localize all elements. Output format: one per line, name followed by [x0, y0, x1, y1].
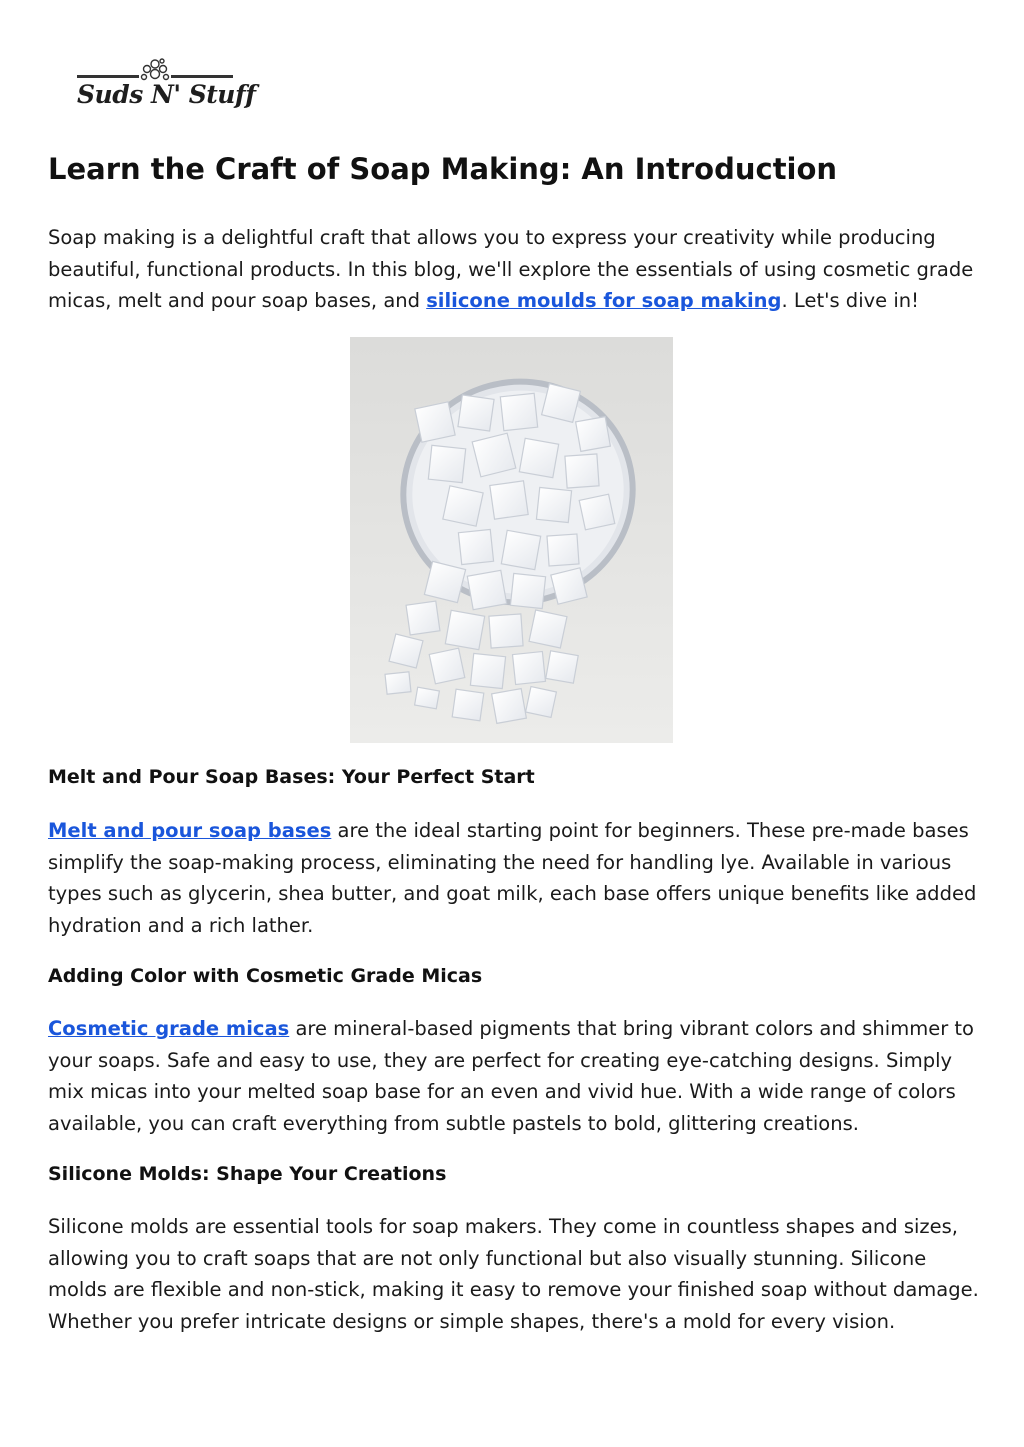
- intro-text-end: . Let's dive in!: [781, 289, 919, 312]
- melt-and-pour-link[interactable]: Melt and pour soap bases: [48, 819, 332, 842]
- intro-text: Soap making is a delightful craft that allows you to express your creativity while producing beautiful, functional products. In this blog, we'll explore the essentials of using cosmetic grade micas, melt and pour soap bases, and: [48, 226, 974, 312]
- soap-cubes-image: [350, 337, 673, 743]
- section-heading-micas: Adding Color with Cosmetic Grade Micas: [48, 965, 483, 987]
- cosmetic-micas-link[interactable]: Cosmetic grade micas: [48, 1017, 290, 1040]
- logo-rule-right: [171, 75, 233, 78]
- section-text-micas: are mineral-based pigments that bring vibrant colors and shimmer to your soaps. Safe and easy to use, they are perfect for creating eye-catching designs. Simply mix micas into your melted soap base for an even and vivid hue. With a wide range of colors available, you can craft everything from subtle pastels to bold, glittering creations.: [48, 1017, 974, 1135]
- brand-logo[interactable]: [75, 58, 256, 116]
- logo-wordmark: Suds N' Stuff: [77, 80, 256, 109]
- section-heading-melt-and-pour: Melt and Pour Soap Bases: Your Perfect Start: [48, 766, 535, 788]
- section-heading-silicone-molds: Silicone Molds: Shape Your Creations: [48, 1163, 447, 1185]
- silicone-moulds-link[interactable]: silicone moulds for soap making: [426, 289, 782, 312]
- section-paragraph-silicone-molds: Silicone molds are essential tools for soap makers. They come in countless shapes and sizes, allowing you to craft soaps that are not only functional but also visually stunning. Silicone molds are flexible and non-stick, making it easy to remove your finished soap without damage. Whether you prefer intricate designs or simple shapes, there's a mold for every vision.: [48, 1215, 979, 1333]
- intro-paragraph: [48, 222, 983, 317]
- section-paragraph-melt-and-pour: [48, 815, 983, 941]
- section-text-melt-and-pour: are the ideal starting point for beginners. These pre-made bases simplify the soap-making process, eliminating the need for handling lye. Available in various types such as glycerin, shea butter, and goat milk, each base offers unique benefits like added hydration and a rich lather.: [48, 819, 977, 937]
- page-title: Learn the Craft of Soap Making: An Introduction: [48, 152, 838, 186]
- section-paragraph-micas: [48, 1013, 983, 1139]
- logo-rule-left: [77, 75, 139, 78]
